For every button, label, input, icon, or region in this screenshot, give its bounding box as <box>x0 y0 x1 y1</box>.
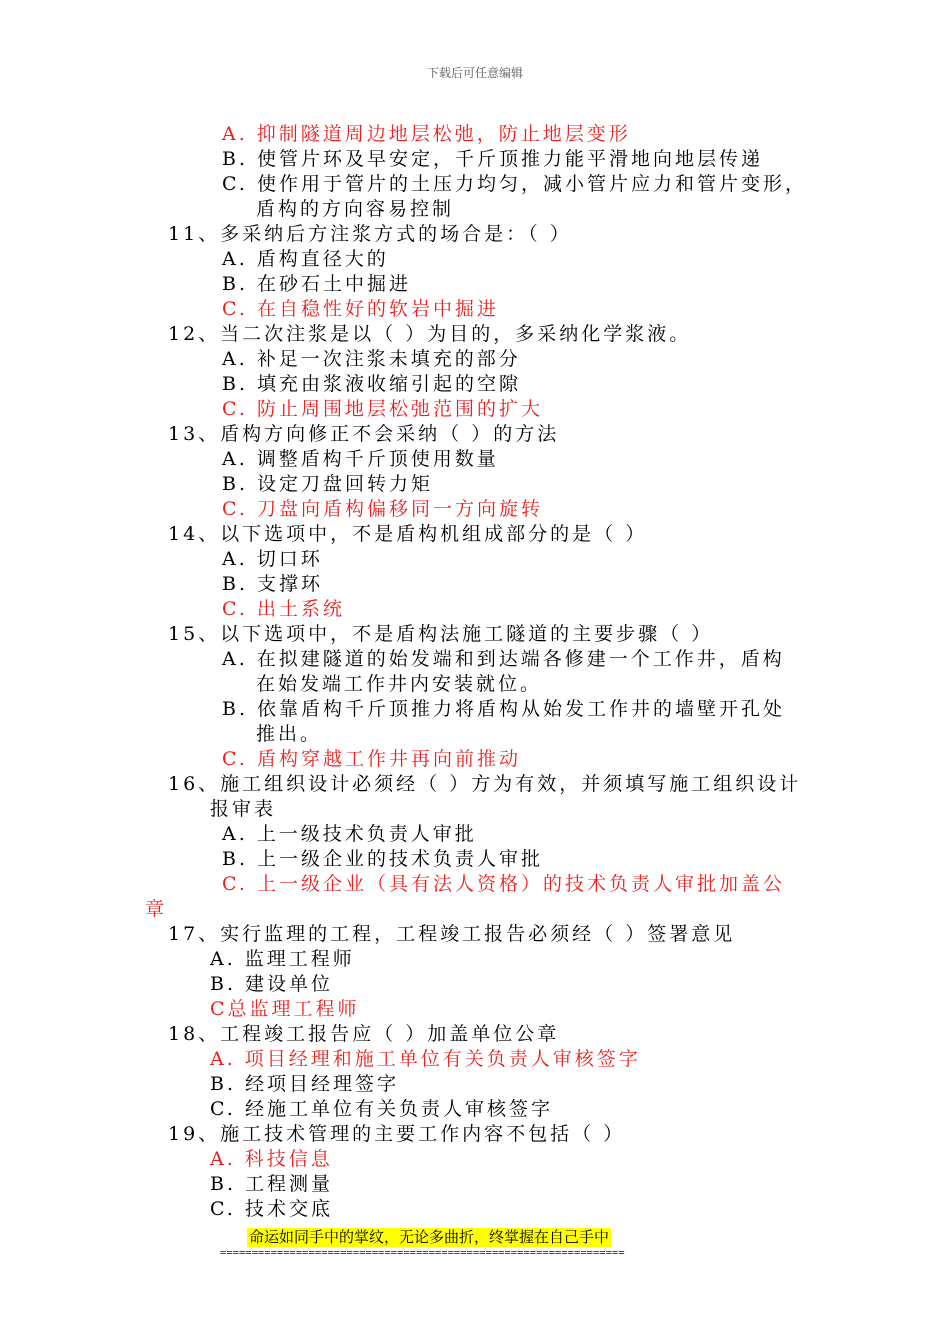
q11-option-b: B. 在砂石土中掘进 <box>222 273 412 295</box>
q15-option-b: B. 依靠盾构千斤顶推力将盾构从始发工作井的墙壁开孔处 <box>222 698 786 720</box>
q12-option-b: B. 填充由浆液收缩引起的空隙 <box>222 373 522 395</box>
q11-option-a: A. 盾构直径大的 <box>222 248 389 270</box>
q13-option-b: B. 设定刀盘回转力矩 <box>222 473 434 495</box>
q19-option-a: A. 科技信息 <box>210 1148 333 1170</box>
q15-option-b-cont: 推出。 <box>256 723 323 745</box>
q15-stem: 15、以下选项中，不是盾构法施工隧道的主要步骤（ ） <box>168 623 714 645</box>
q17-option-b: B. 建设单位 <box>210 973 334 995</box>
q18-option-b: B. 经项目经理签字 <box>210 1073 400 1095</box>
q14-stem: 14、以下选项中，不是盾构机组成部分的是（ ） <box>168 523 648 545</box>
q13-option-a: A. 调整盾构千斤顶使用数量 <box>222 448 499 470</box>
q18-option-c: C. 经施工单位有关负责人审核签字 <box>210 1098 553 1120</box>
q18-option-a: A. 项目经理和施工单位有关负责人审核签字 <box>210 1048 641 1070</box>
q13-option-c: C. 刀盘向盾构偏移同一方向旋转 <box>222 498 543 520</box>
q11-stem: 11、多采纳后方注浆方式的场合是：（ ） <box>168 223 572 245</box>
q16-option-b: B. 上一级企业的技术负责人审批 <box>222 848 544 870</box>
q12-stem: 12、当二次注浆是以（ ）为目的，多采纳化学浆液。 <box>168 323 692 345</box>
q16-option-c: C. 上一级企业（具有法人资格）的技术负责人审批加盖公 <box>222 873 785 895</box>
page-header: 下载后可任意编辑 <box>426 66 523 80</box>
q17-option-a: A. 监理工程师 <box>210 948 355 970</box>
q13-stem: 13、盾构方向修正不会采纳（ ）的方法 <box>168 423 560 445</box>
q14-option-b: B. 支撑环 <box>222 573 324 595</box>
q10-option-a: A. 抑制隧道周边地层松弛，防止地层变形 <box>222 123 631 145</box>
q14-option-c: C. 出土系统 <box>222 598 345 620</box>
q11-option-c: C. 在自稳性好的软岩中掘进 <box>222 298 499 320</box>
q19-option-b: B. 工程测量 <box>210 1173 334 1195</box>
q19-option-c: C. 技术交底 <box>210 1198 333 1220</box>
q10-option-c: C. 使作用于管片的土压力均匀，减小管片应力和管片变形， <box>222 173 807 195</box>
q17-stem: 17、实行监理的工程，工程竣工报告必须经（ ）签署意见 <box>168 923 736 945</box>
q16-stem-cont: 报审表 <box>210 798 277 820</box>
q16-option-c-cont: 章 <box>145 898 168 920</box>
footer-motto: 命运如同手中的掌纹，无论多曲折，终掌握在自己手中 <box>249 1228 610 1246</box>
q10-option-c-cont: 盾构的方向容易控制 <box>256 198 455 220</box>
q19-stem: 19、施工技术管理的主要工作内容不包括（ ） <box>168 1123 626 1145</box>
q15-option-a-cont: 在始发端工作井内安装就位。 <box>256 673 543 695</box>
q17-option-c: C总监理工程师 <box>210 998 360 1020</box>
q15-option-c: C. 盾构穿越工作井再向前推动 <box>222 748 521 770</box>
q16-option-a: A. 上一级技术负责人审批 <box>222 823 477 845</box>
q10-option-b: B. 使管片环及早安定，千斤顶推力能平滑地向地层传递 <box>222 148 764 170</box>
q12-option-c: C. 防止周围地层松弛范围的扩大 <box>222 398 543 420</box>
q16-stem: 16、施工组织设计必须经（ ）方为有效，并须填写施工组织设计 <box>168 773 802 795</box>
q14-option-a: A. 切口环 <box>222 548 323 570</box>
q15-option-a: A. 在拟建隧道的始发端和到达端各修建一个工作井，盾构 <box>222 648 785 670</box>
q18-stem: 18、工程竣工报告应（ ）加盖单位公章 <box>168 1023 560 1045</box>
q12-option-a: A. 补足一次注浆未填充的部分 <box>222 348 521 370</box>
footer-divider: ================================================================ <box>220 1247 625 1259</box>
